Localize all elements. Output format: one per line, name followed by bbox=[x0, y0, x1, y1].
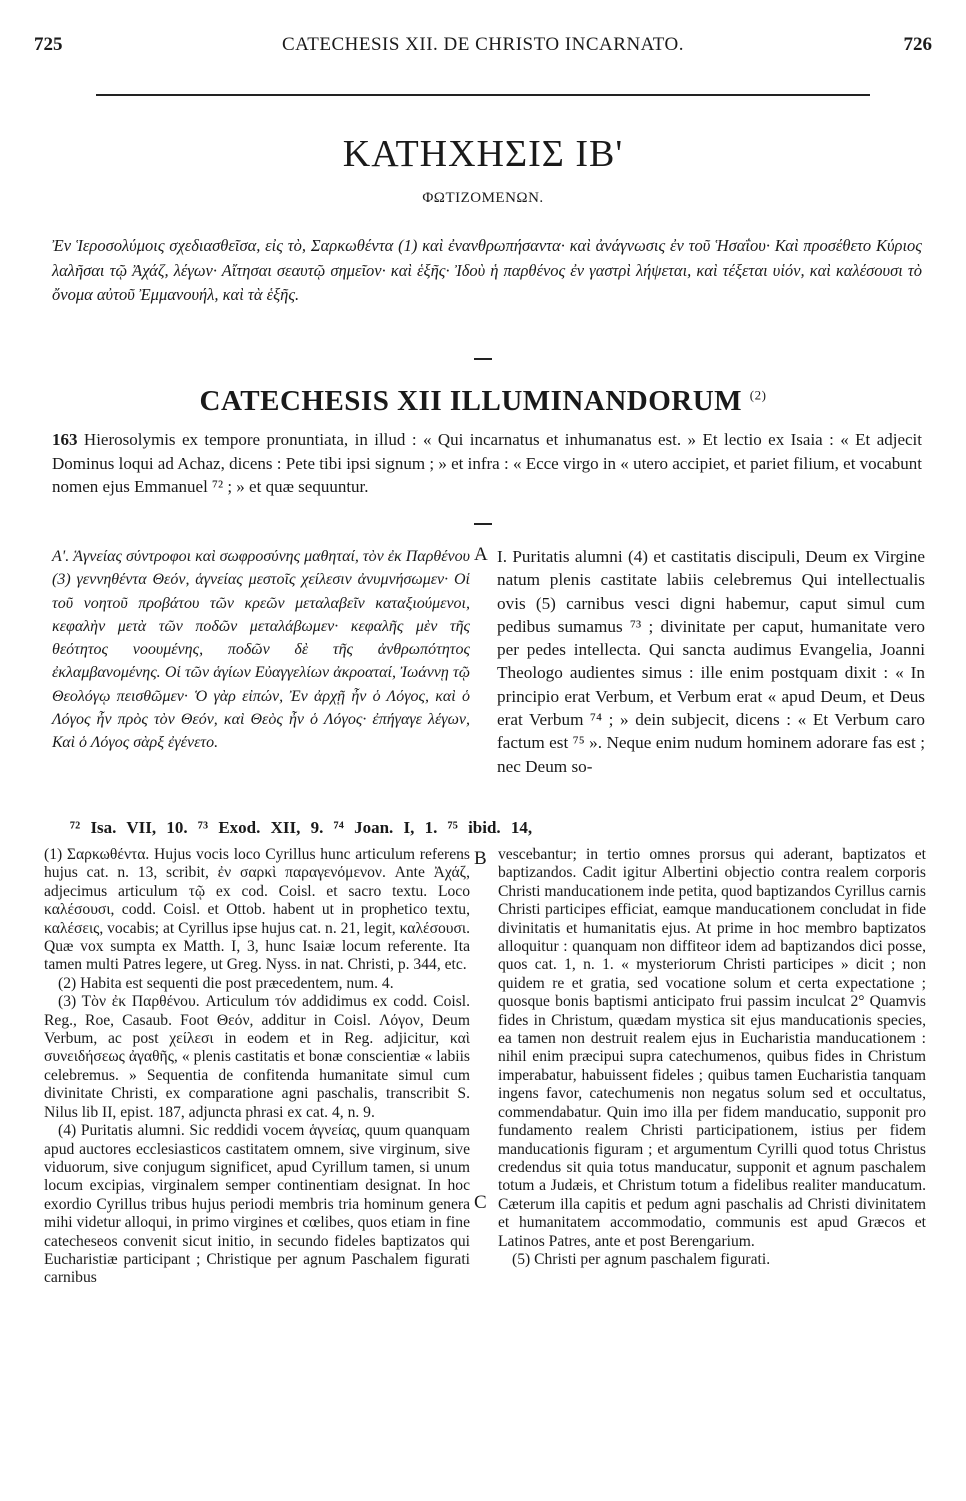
section-divider bbox=[474, 358, 492, 360]
latin-title-footnote: (2) bbox=[749, 387, 767, 403]
latin-intro bbox=[52, 428, 922, 499]
latin-column: I. Puritatis alumni (4) et castitatis discipuli, Deum ex Virgine natum plenis castitate labiis celebremus Qui intellectualis ovis (5) carnibus vesci digni habemur, caput simul cum pedibus sumamus ⁷³ ; divinitate per caput, humanitate vero per pedes intellecta. Qui sancta audimus Evangelia, Joanni Theologo audientes simus : ille enim postquam dixit : « In principio erat Verbum, et Verbum erat « apud Deum, et Deus erat Verbum ⁷⁴ ; » dein subjecit, dicens : « Et Verbum caro factum est ⁷⁵ ». Neque enim nudum hominem adorare fas est ; nec Deum so- bbox=[497, 547, 925, 776]
running-title: CATECHESIS XII. DE CHRISTO INCARNATO. bbox=[281, 34, 685, 55]
footnotes-left bbox=[44, 846, 470, 1288]
footnote: vescebantur; in tertio omnes prorsus qui aderant, baptizatos et baptizandos. Cadit igitur Albertini objectio contra realem corporis Christi manducationem inde petita, quod baptizandos Cyrillus carnis Christi participes efficiat, eamque manducationem concludat in fide divinitatis et humanitatis ejus. At prime in hoc membro baptizatos alloquitur : quanquam non diffiteor idem ad baptizandos dici posse, quos cat. 1, n. 1. « mysteriorum Christi participes » dicit ; non quidem re et gratia, sed vocatione solum et certa expectatione ; quosque bonis baptismi anticipato frui passim inculcat 2° Quamvis fides in Christum, quædam mystica sit ejus manducationis species, ea tamen non destruit realem ejus in Eucharistia manducationem : nihil enim præcipui supra catechumenos, quibus fides in Christum imperabatur, habuissent fideles ; quibus tamen Eucharistia tanquam ingens favor, catechumenis non negatus solum sed et occultatus, commendabatur. Quin imo illa per fidem manducatio, supponit pro fundamento realem Christi participationem, istius per fidem manducationis figuram ; et argumentum Cyrilli quod totus Christus credendus sit quia totus manducatur, supponit et agnum paschalem totum a Judæis, et Christum totum a fidelibus realiter manducatum. Cæterum illa capitis et pedum agni paschalis ad Christi divinitatem et humanitatem accommodatio, communis est apud Græcos et Latinos Patres, ante et post Berengarium. bbox=[498, 846, 926, 1250]
greek-column: Α'. Ἁγνείας σύντροφοι καὶ σωφροσύνης μαθηταί, τὸν ἐκ Παρθένου (3) γεννηθέντα Θεόν, ἁγνείας μεστοῖς χείλεσιν ἀνυμνήσωμεν· Οἱ τοῦ νοητοῦ προβάτου τῶν κρεῶν μεταλαβεῖν καταξιούμενοι, κεφαλὴν μετὰ τῶν ποδῶν μεταλάβωμεν· κεφαλῆς μὲν τῆς θεότητος νοουμένης, ποδῶν δὲ τῆς ἀνθρωπότητος ἐκλαμβανομένης. Οἱ τῶν ἁγίων Εὐαγγελίων ἀκροαταί, Ἰωάννῃ τῷ Θεολόγῳ πεισθῶμεν· Ὁ γὰρ εἰπών, Ἐν ἀρχῇ ἦν ὁ Λόγος, καὶ ὁ Λόγος ἦν πρὸς τὸν Θεόν, καὶ Θεὸς ἦν ὁ Λόγος· ἐπήγαγε λέγων, Καὶ ὁ Λόγος σὰρξ ἐγένετο. bbox=[52, 548, 470, 752]
latin-title bbox=[0, 385, 966, 418]
margin-marker-a: A bbox=[474, 544, 488, 565]
footnote: (4) Puritatis alumni. Sic reddidi vocem ἁγνείας, quum quanquam apud auctores ecclesiasticos castitatem omnem, sive virginum, sive viduorum, sive conjugum significet, apud Cyrillum tamen, si unum locum excipias, virginalem semper continentiam designat. In hoc exordio Cyrillus tribus hujus periodi membris tria hominum genera mihi videtur alloqui, in primo virgines et cœlibes, quos etiam in fine catecheseos convenit sicut initio, in secundo fideles baptizatos qui Eucharistiæ participant ; Christique per agnum Paschalem figurati carnibus bbox=[44, 1122, 470, 1287]
column-number: 163 bbox=[52, 430, 78, 449]
scripture-references: ⁷² Isa. VII, 10. ⁷³ Exod. XII, 9. ⁷⁴ Joan. I, 1. ⁷⁵ ibid. 14, bbox=[70, 818, 533, 837]
page-number-left: 725 bbox=[34, 34, 63, 55]
greek-title: ΚΑΤΗΧΗΣΙΣ ΙΒ' bbox=[342, 133, 624, 175]
footnote: (2) Habita est sequenti die post præcedentem, num. 4. bbox=[58, 974, 394, 992]
section-divider bbox=[474, 523, 492, 525]
page-number-right: 726 bbox=[903, 34, 932, 55]
footnote: (3) Τὸν ἐκ Παρθένου. Articulum τόν addidimus ex codd. Coisl. Reg., Roe, Casaub. Foot Θεόν, additur in Coisl. Λόγον, Deum Verbum, ac post χείλεσι in eodem et in Reg. adjicitur, καὶ συνειδήσεως ἀγαθῆς, « plenis castitatis et bonæ conscientiæ « labiis celebremus. » Sequentia de confitenda humanitate simul cum divinitate Christi, ex comparatione agni paschalis, transcribit S. Nilus lib II, epist. 187, adjuncta phrasi ex cat. 4, n. 9. bbox=[44, 993, 470, 1121]
greek-subtitle: ΦΩΤΙΖΟΜΕΝΩΝ. bbox=[422, 190, 544, 206]
greek-intro: Ἐν Ἱεροσολύμοις σχεδιασθεῖσα, εἰς τὸ, Σαρκωθέντα (1) καὶ ἐνανθρωπήσαντα· καὶ ἀνάγνωσις ἐν τοῦ Ἡσαΐου· Καὶ προσέθετο Κύριος λαλῆσαι τῷ Ἀχάζ, λέγων· Αἴτησαι σεαυτῷ σημεῖον· καὶ ἑξῆς· Ἰδοὺ ἡ παρθένος ἐν γαστρὶ λήψεται, καὶ τέξεται υἱόν, καὶ καλέσουσι τὸ ὄνομα αὐτοῦ Ἐμμανουήλ, καὶ τὰ ἑξῆς. bbox=[52, 236, 922, 304]
margin-marker-c: C bbox=[474, 1192, 487, 1213]
footnotes-right bbox=[498, 846, 926, 1269]
running-header bbox=[34, 34, 932, 56]
latin-intro-text: Hierosolymis ex tempore pronuntiata, in illud : « Qui incarnatus et inhumanatus est. » Et lectio ex Isaia : « Et adjecit Dominus loqui ad Achaz, dicens : Pete tibi ipsi signum ; » et infra : « Ecce virgo in « utero accipiet, et pariet filium, et vocabunt nomen ejus Emmanuel ⁷² ; » et quæ sequuntur. bbox=[52, 430, 923, 496]
header-rule bbox=[96, 94, 870, 96]
latin-title-text: CATECHESIS XII ILLUMINANDORUM bbox=[199, 385, 743, 417]
footnote: (1) Σαρκωθέντα. Hujus vocis loco Cyrillus hunc articulum referens hujus cat. n. 13, scribit, ἐν σαρκὶ παραγενόμενον. Ante Ἀχάζ, adjecimus articulum τῷ ex cod. Coisl. et sacro textu. Loco καλέσουσι, codd. Coisl. et Ottob. habent ut in prophetico textu, καλέσεις, vocabis; at Cyrillus ipse hujus cat. n. 21, legit, καλέσουσι. Quæ vox sumpta ex Matth. I, 3, hunc Isaiæ locum referente. Ita tamen multi Patres legere, ut Greg. Nyss. in nat. Christi, p. 344, etc. bbox=[44, 846, 470, 974]
footnote: (5) Christi per agnum paschalem figurati. bbox=[512, 1250, 771, 1268]
margin-marker-b: B bbox=[474, 848, 487, 869]
